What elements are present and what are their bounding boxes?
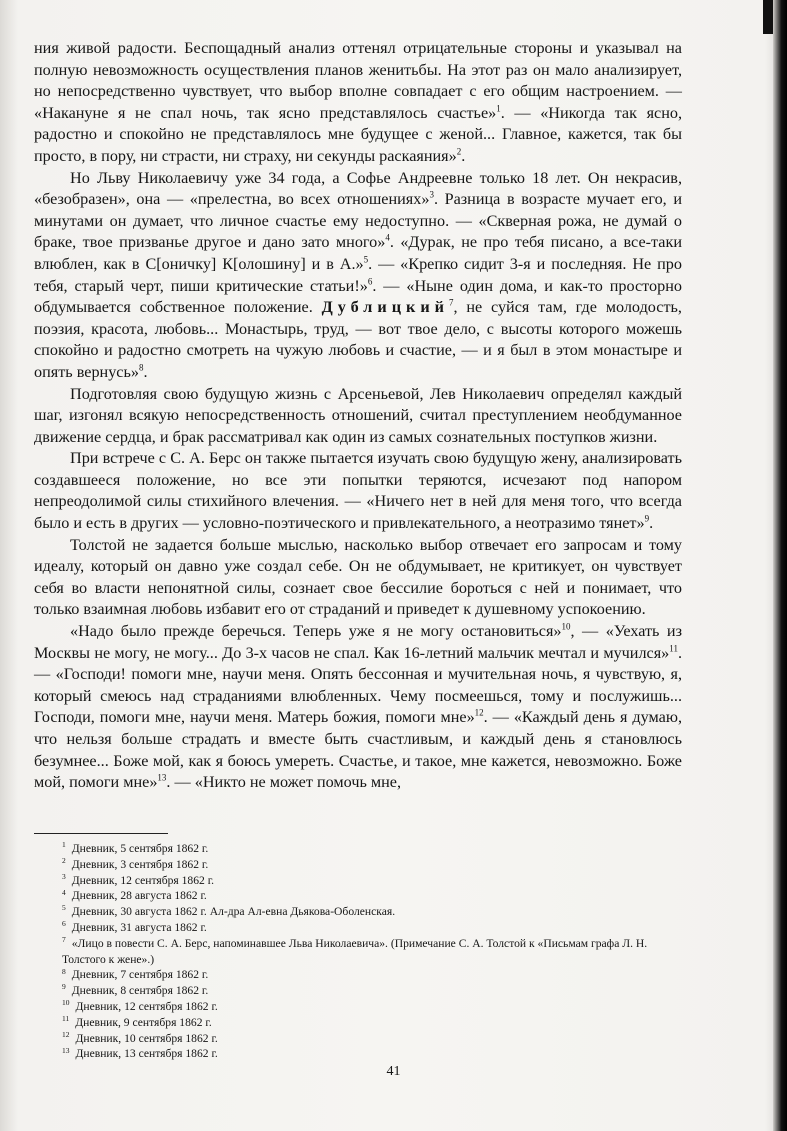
spaced-name: Дублицкий xyxy=(321,298,450,317)
text-run: ния живой радости. Беспощадный анализ оттенял отрицательные стороны и указывал на полную невозможность осуществления планов женитьбы. На этот раз он мало анализирует, но непосредственно чувствует, что выбор вполне совпадает с его общим настроением. — «Накануне я не спал ночь, так ясно представлялось счастье» xyxy=(34,39,682,122)
footnote-ref: 8 xyxy=(138,362,144,373)
paragraph xyxy=(34,168,682,384)
footnote-number: 9 xyxy=(62,982,66,992)
footnote-text: Дневник, 12 сентября 1862 г. xyxy=(75,999,218,1013)
footnote xyxy=(62,1015,684,1031)
footnote-ref: 3 xyxy=(429,189,434,200)
footnote xyxy=(62,1046,684,1062)
footnote-ref: 1 xyxy=(496,103,501,114)
footnote-text: Дневник, 5 сентября 1862 г. xyxy=(71,842,209,855)
footnote-text: Дневник, 12 сентября 1862 г. xyxy=(71,873,215,887)
footnote xyxy=(62,983,684,999)
paragraph xyxy=(34,384,682,449)
footnote xyxy=(62,888,684,904)
text-run: Толстой не задается больше мыслью, насколько выбор отвечает его запросам и тому идеалу, который он давно уже создал себе. Он не обдумывает, не критикует, он чувствует себя во власти непонятной силы, сознает свое бессилие бороться с ней и понимает, что только взаимная любовь избавит его от страданий и приведет к душевному успокоению. xyxy=(34,535,682,619)
text-run: . Разница в возрасте мучает его, и минутами он думает, что личное счастье ему недоступно. — «Скверная рожа, не думай о браке, твое призванье другое и дано зато много» xyxy=(34,190,682,252)
text-run: . — «Господи! помоги мне, научи меня. Опять бессонная и мучительная ночь, я чувствую, я, который смеюсь над страданиями влюбленных. Чему посмеешься, тому и послужишь... Господи, помоги мне, научи меня. Матерь божия, помоги мне» xyxy=(34,643,682,727)
footnote-number: 10 xyxy=(62,998,70,1008)
scan-edge-shadow xyxy=(763,0,773,34)
footnote-number: 7 xyxy=(62,934,66,944)
footnote-number: 2 xyxy=(62,855,66,865)
paragraph xyxy=(34,535,682,621)
text-run: . — «Ныне один дома, и как-то просторно обдумывается собственное положение. xyxy=(34,276,682,317)
footnote-ref: 13 xyxy=(157,772,167,783)
text-run: , не суйся там, где молодость, поэзия, красота, любовь... Монастырь, труд, — вот твое дело, с высоты которого можешь спокойно и радостно смотреть на чужую любовь и счастие, — и я был в этом монастыре и опять вернусь» xyxy=(34,298,682,381)
footnote-ref: 11 xyxy=(669,643,678,654)
footnote-text: Дневник, 10 сентября 1862 г. xyxy=(75,1031,218,1045)
footnote xyxy=(62,857,684,873)
footnote-number: 13 xyxy=(62,1045,70,1055)
footnote-divider xyxy=(34,833,168,834)
text-run: При встрече с С. А. Берс он также пытается изучать свою будущую жену, анализировать создавшееся положение, но все эти попытки теряются, исчезают под напором непреодолимой силы стихийного влечения. — «Ничего нет в ней для меня того, что всегда было и есть в других — условно-поэтического и привлекательного, а неотразимо тянет» xyxy=(34,449,682,533)
footnote-text: Дневник, 28 августа 1862 г. xyxy=(71,889,207,903)
footnote-text: Дневник, 31 августа 1862 г. xyxy=(71,920,207,934)
footnote xyxy=(62,967,684,983)
footnote-number: 5 xyxy=(62,903,66,913)
footnote-number: 12 xyxy=(62,1029,70,1039)
page-number: 41 xyxy=(386,1064,401,1079)
footnote-number: 6 xyxy=(62,919,66,929)
footnote xyxy=(62,936,684,968)
footnote xyxy=(62,904,684,920)
footnote xyxy=(62,920,684,936)
footnote-text: Дневник, 13 сентября 1862 г. xyxy=(75,1047,218,1061)
footnote-ref: 4 xyxy=(385,232,390,243)
text-run: . xyxy=(143,362,148,381)
footnote xyxy=(62,999,684,1015)
scan-edge xyxy=(773,0,787,1131)
footnote-number: 11 xyxy=(62,1013,70,1023)
text-run: . xyxy=(649,514,654,533)
footnote-number: 3 xyxy=(62,871,66,881)
paragraph xyxy=(34,621,682,794)
text-run: , — «Уехать из Москвы не могу, не могу... До 3-х часов не спал. Как 16-летний мальчик мечтал и мучился» xyxy=(34,622,682,662)
footnote-ref: 12 xyxy=(474,708,484,719)
footnote xyxy=(62,1031,684,1047)
paragraph xyxy=(34,448,682,534)
footnote-text: Дневник, 9 сентября 1862 г. xyxy=(75,1015,212,1029)
text-run: «Надо было прежде беречься. Теперь уже я не могу остановиться» xyxy=(70,622,562,641)
body-text xyxy=(34,38,682,794)
footnote-number: 8 xyxy=(62,966,66,976)
footnote-text: Дневник, 8 сентября 1862 г. xyxy=(71,984,209,998)
footnote-ref: 7 xyxy=(449,297,454,308)
footnote-ref: 2 xyxy=(456,146,462,157)
text-run: . «Дурак, не про тебя писано, а все-таки влюблен, как в С[оничку] К[олошину] и в А.» xyxy=(34,233,683,273)
footnote-ref: 10 xyxy=(561,621,571,632)
footnote-ref: 6 xyxy=(367,276,373,287)
footnote-number: 4 xyxy=(62,887,66,897)
footnote-text: «Лицо в повести С. А. Берс, напоминавшее Льва Николаевича». (Примечание С. А. Толстой к «Письмам графа Л. Н. Толстого к жене».) xyxy=(62,936,648,966)
footnote-text: Дневник, 30 августа 1862 г. Ал-дра Ал-евна Дьякова-Оболенская. xyxy=(71,905,396,919)
text-run: Подготовляя свою будущую жизнь с Арсеньевой, Лев Николаевич определял каждый шаг, изгонял всякую непосредственность отношений, считал преступлением необдуманное движение сердца, и брак рассматривал как один из самых сознательных поступков жизни. xyxy=(34,384,682,446)
footnote-number: 1 xyxy=(62,840,66,850)
text-run: . — «Никто не может помочь мне, xyxy=(166,773,402,792)
text-run: . — «Крепко сидит 3-я и последняя. Не про тебя, старый черт, пиши критические статьи!» xyxy=(34,254,682,295)
footnote-text: Дневник, 7 сентября 1862 г. xyxy=(71,968,209,982)
text-run: . — «Каждый день я думаю, что нельзя больше страдать и вместе быть счастливым, и каждый день я становлюсь безумнее... Боже мой, как я боюсь умереть. Счастье, и такое, мне кажется, невозможно. Боже мой, помоги мне» xyxy=(34,708,682,792)
footnote-text: Дневник, 3 сентября 1862 г. xyxy=(71,857,209,871)
paragraph xyxy=(34,38,682,168)
footnote-ref: 9 xyxy=(644,513,650,524)
footnotes xyxy=(62,841,684,1062)
text-run: . — «Никогда так ясно, радостно и спокойно не представлялось мне будущее с женой... Главное, кажется, так бы просто, в пору, ни страсти, ни страху, ни секунды раскаяния» xyxy=(34,103,682,165)
text-run: . xyxy=(461,146,466,165)
footnote xyxy=(62,873,684,889)
footnote-ref: 5 xyxy=(363,254,369,265)
footnote xyxy=(62,841,684,857)
text-run: Но Льву Николаевичу уже 34 года, а Софье Андреевне только 18 лет. Он некрасив, «безобразен», она — «прелестна, во всех отношениях» xyxy=(34,168,682,209)
